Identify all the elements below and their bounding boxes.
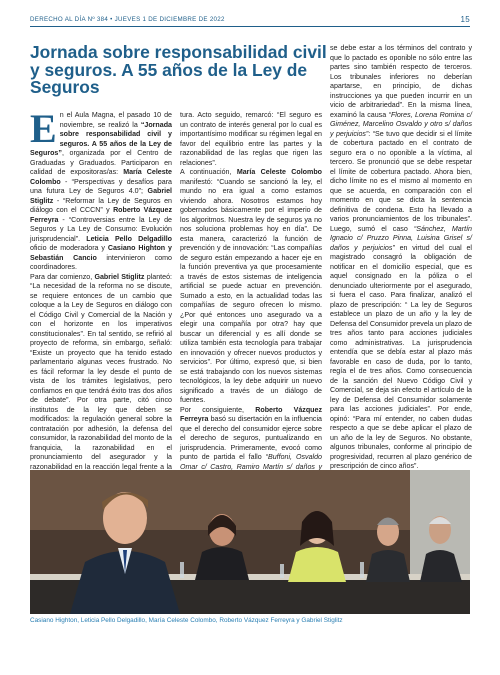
page-header <box>30 13 470 27</box>
column-1 <box>30 106 173 491</box>
photo-caption: Casiano Highton, Leticia Pello Delgadillo, María Celeste Colombo, Roberto Vázquez Ferreyra y Gabriel Stiglitz <box>30 617 343 624</box>
paragraph: A continuación, María Celeste Colombo manifestó: “Cuando se sancionó la ley, el mundo no era igual a como estamos viviendo ahora. Nosotros estamos hoy gobernados básicamente por el imperio de los algoritmos. Nuestra ley de seguros ya no nos soluciona problemas hoy en día”. De esta manera, caracterizó la función de prevención y de innovación: “Las compañías de seguro están empezando a hacer eje en la función preventiva ya que procesamiente a través de estos sistemas de inteligencia artificial se puede actuar en prevención. Sumado a esto, en la actualidad todas las compañías de seguro ofrecen lo mismo. ¿Por qué entonces uno asegurado va a elegir una compañía por otra? hay que buscar un diferencial y es allí donde se utiliza también esta tecnología para trabajar en innovación y ofrecer nuevos productos y servicios”. Por último, expresó que, si bien se está trabajando con los nuevos sistemas tecnológicos, la ley debe adquirir un nuevo significado a través de un diálogo de fuentes. <box>180 168 322 404</box>
paragraph: tura. Acto seguido, remarcó: “El seguro es un contrato de interés general por lo cual es importantísimo modificar su régimen legal en favor del equilibrio entre las partes y la razonabilidad de las reglas que rigen las relaciones”. <box>180 111 322 167</box>
event-photo <box>30 470 470 614</box>
drop-cap: E <box>30 106 57 151</box>
header-rule <box>30 26 470 27</box>
column-3 <box>330 44 472 472</box>
panel-photo-illustration <box>30 470 470 614</box>
paragraph: En el Aula Magna, el pasado 10 de noviembre, se realizó la “Jornada sobre responsabilidad civil y seguros. A 55 años de la Ley de Seguros”, organizada por el Centro de Graduadas y Graduados. Participaron en calidad de expositoras/as: María Celeste Colombo - “Perspectivas y desafíos para una futura Ley de Seguros 4.0”; Gabriel Stiglitz - “Reformar la Ley de Seguros en diálogo con el CCCN” y Roberto Vázquez Ferreyra - “Controversias entre la Ley de Seguros y La Ley de Consumo: Evolución jurisprudencial”. Leticia Pello Delgadillo oficio de moderadora y Casiano Highton y Sebastián Cancio intervinieron como coordinadores. <box>30 106 173 271</box>
page-number: 15 <box>460 15 470 24</box>
publication-info: DERECHO AL DÍA Nº 384 • JUEVES 1 DE DICIEMBRE DE 2022 <box>30 16 225 23</box>
paragraph: Para dar comienzo, Gabriel Stiglitz planteó: “La necesidad de la reforma no se discute, se requiere entonces de un cambio que coloque a la Ley de Seguros en diálogo con el Código Civil y Comercial de la Nación y con el horizonte en los imperativos constitucionales”. En tal sentido, se refirió al proyecto de reforma, sin embargo, señaló: “Existe un proyecto que ha tenido estado parlamentario algunas veces frustrado. No es fácil reformar la ley desde el punto de vista de los trámites legislativos, pero confiamos en que tendrá éxito tras dos años de debate”. Por otra parte, citó cinco institutos de la ley que deben se modificados: la regulación general sobre la contratación por adhesión, la defensa del consumidor, la razonabilidad del monto de la franquicia, la razonabilidad en el pronunciamiento del asegurador y la razonabilidad en la reacción legal frente a la <box>30 272 173 471</box>
paragraph: se debe estar a los términos del contrato y que lo pactado es oponible no sólo entre las partes sino también respecto de terceros. Los tribunales inferiores no deberían apartarse, en principio, de dichas instrucciones ya que pueden incurrir en un vicio de arbitrariedad”. En la misma línea, examinó la causa “Flores, Lorena Romina c/ Giménez, Marcelino Osvaldo y otro s/ daños y perjuicios”: “Se tuvo que decidir si el límite de cobertura pactado en el contrato de seguro era o no oponible a la víctima, al tercero. Se pronunció que se debe respetar el límite de cobertura pactado. Ahora bien, dicho límite no es el mismo al momento en que se acuerda, en comparación con el momento en que se dicta la sentencia definitiva de condena. Esto ha llevado a varios pronunciamientos de los tribunales”. Luego, sumó el caso “Sánchez, Martín Ignacio c/ Pruzzo Pinna, Luisina Grisel s/ daños y perjuicios” en virtud del cual el magistrado consagró la obligación de notificar en el domicilio especial, que es aquel consignado en la póliza o el denunciado ulteriormente por el asegurado, si fuera el caso. Para finalizar, analizó el plazo de prescripción: “ La ley de Seguros establece un plazo de un año y la ley de Defensa del Consumidor prevela un plazo de tres años tanto para acciones judiciales como administrativas. La jurisprudencia entendía que se debía estar al plazo más favorable en caso de duda, por lo tanto, regía el de tres años. Como consecuencia de la sanción del Nuevo Código Civil y Comercial, se deja sin efecto el artículo de la ley de Defensa del Consumidor solamente para las acciones judiciales”. Por ende, opinó: “Para mí entender, no caben dudas respecto a que se debe aplicar el plazo de un año de la ley de Seguros. No obstante, algunos tribunales, conforme al principio de progresividad, recurren al plazo genérico de prescripción de cinco años”. <box>330 44 472 470</box>
article-title: Jornada sobre responsabilidad civil y seguros. A 55 años de la Ley de Seguros <box>30 42 327 98</box>
column-2 <box>180 111 322 482</box>
paragraph: Por consiguiente, Roberto Vázquez Ferreyra basó su disertación en la influencia que el derecho del consumidor ejerce sobre el derecho de seguros, puntualizando en jurisprudencia. Primeramente, evocó como punto de partida el fallo “Buffoni, Osvaldo Omar c/ Castro, Ramiro Martín s/ daños y <box>180 405 322 471</box>
